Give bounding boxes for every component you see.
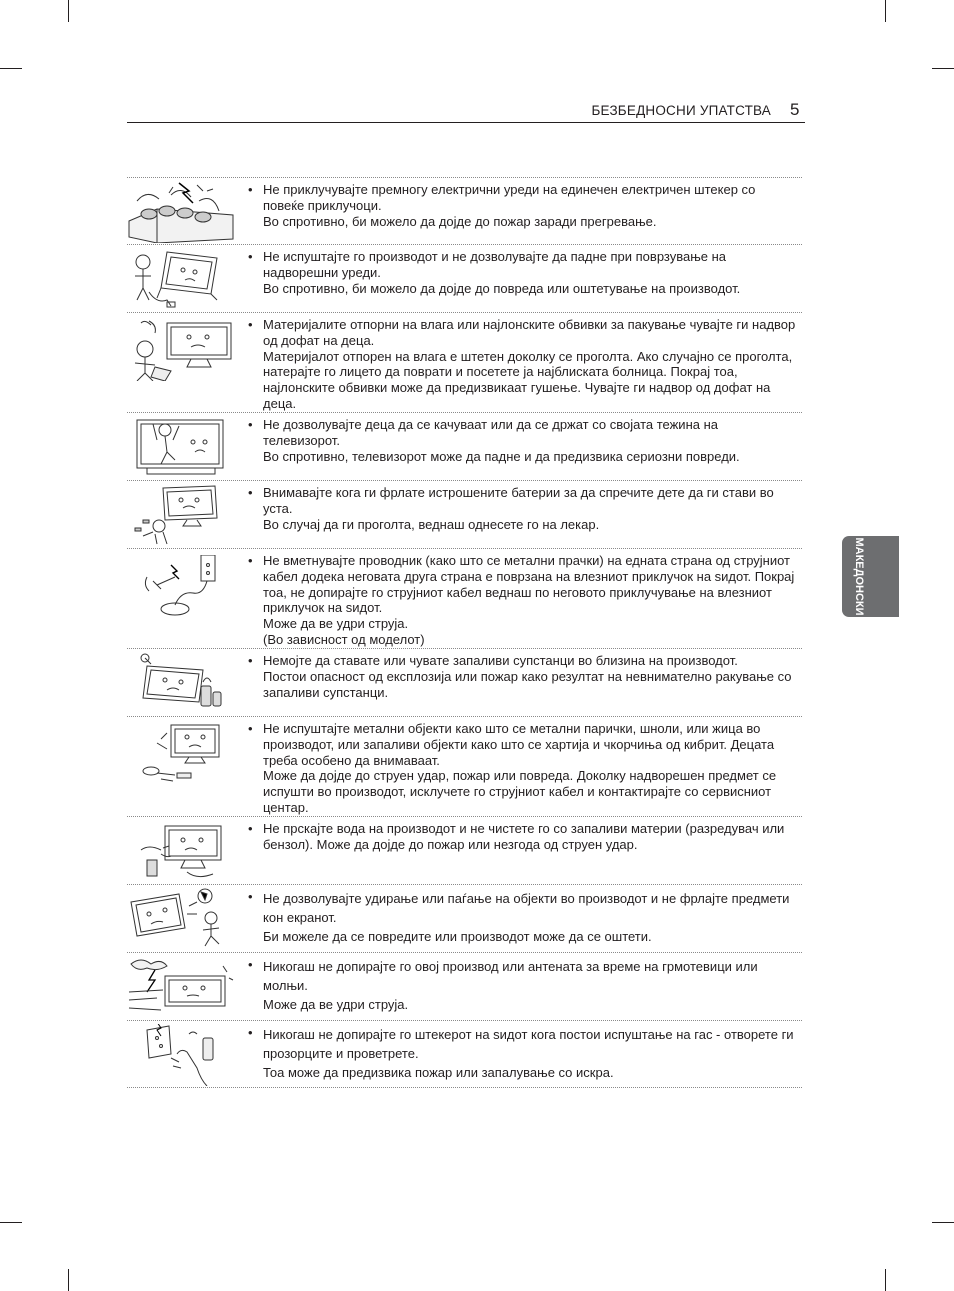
warning-text: Никогаш не допирајте го овој производ или антената за време на грмотевици или молњи. — [263, 959, 758, 993]
warning-text: Никогаш не допирајте го штекерот на ѕидот кога постои испуштање на гас - отворете ги прозорците и проветрете. — [263, 1027, 794, 1061]
safety-item — [127, 412, 802, 480]
safety-item-text — [248, 317, 798, 412]
consequence-text: Материјалот отпорен на влага е штетен доколку се проголта. Ако случајно се проголта, натерајте го лицето да поврати и посетете ја најблиската болница. Покрај тоа, најлонските обвивки може да предизвикаат гушење. Чувајте ги надвор од дофат на деца. — [263, 348, 793, 411]
safety-item-text — [248, 553, 798, 648]
warning-text: Не дозволувајте деца да се качуваат или да се држат со својата тежина на телевизорот. — [263, 417, 718, 448]
bullet-icon: • — [248, 417, 253, 432]
safety-item — [127, 244, 802, 312]
safety-item-text — [248, 889, 798, 946]
model-note-text: (Во зависност од моделот) — [263, 631, 425, 647]
water-spray-illustration — [127, 820, 235, 882]
consequence-text: Во спротивно, телевизорот може да падне и да предизвика сериозни повреди. — [263, 448, 740, 464]
safety-item-text — [248, 957, 798, 1014]
warning-text: Немојте да ставате или чувате запаливи супстанци во близина на производот. — [263, 653, 738, 668]
header-rule — [127, 122, 805, 123]
safety-item — [127, 548, 802, 648]
safety-item — [127, 648, 802, 716]
language-side-tab-label: МАКЕДОНСКИ — [853, 537, 865, 616]
crop-mark — [885, 0, 886, 22]
safety-item-text — [248, 653, 798, 700]
warning-text: Не испуштајте го производот и не дозволувајте да падне при поврзување на надворешни уреди. — [263, 249, 727, 280]
consequence-text: Во спротивно, би можело да дојде до повреда или оштетување на производот. — [263, 280, 741, 296]
bullet-icon: • — [248, 957, 253, 972]
consequence-text: Тоа може да предизвика пожар или запалување со искра. — [263, 1065, 614, 1080]
safety-item — [127, 312, 802, 412]
conductor-plug-illustration — [127, 555, 235, 617]
bullet-icon: • — [248, 249, 253, 264]
warning-text: Не дозволувајте удирање или паѓање на објекти во производот и не фрлајте предмети кон екранот. — [263, 891, 790, 925]
crop-mark — [0, 68, 22, 69]
safety-item-text — [248, 721, 798, 816]
safety-item — [127, 816, 802, 884]
warning-text: Не приклучувајте премногу електрични уреди на единечен електричен штекер со повеќе приклучоци. — [263, 182, 756, 213]
safety-item-text — [248, 417, 798, 464]
gas-leak-outlet-illustration — [127, 1024, 235, 1086]
safety-item-text — [248, 1025, 798, 1082]
safety-item — [127, 480, 802, 548]
bullet-icon: • — [248, 889, 253, 904]
consequence-text: Постои опасност од експлозија или пожар како резултат на невнимателно ракување со запаливи супстанци. — [263, 668, 792, 700]
safety-item — [127, 884, 802, 952]
bullet-icon: • — [248, 317, 253, 332]
consequence-text: Може да ве удри струја. — [263, 997, 409, 1012]
bullet-icon: • — [248, 721, 253, 736]
child-plastic-bag-illustration — [127, 319, 235, 381]
page-header-title: БЕЗБЕДНОСНИ УПАТСТВА — [591, 103, 771, 118]
warning-text: Внимавајте кога ги фрлате истрошените батерии за да спречите дете да ги стави во уста. — [263, 485, 774, 516]
consequence-text: Во спротивно, би можело да дојде до пожар заради прегревање. — [263, 213, 657, 229]
warning-text: Не прскајте вода на производот и не чистете го со запаливи материи (разредувач или бензол). Може да дојде до пожар или незгода од струен удар. — [263, 821, 785, 852]
safety-item — [127, 1020, 802, 1088]
safety-item — [127, 952, 802, 1020]
safety-item — [127, 177, 802, 244]
consequence-text: Во случај да ги проголта, веднаш однесете го на лекар. — [263, 516, 600, 532]
warning-text: Не испуштајте метални објекти како што се метални парички, шноли, или жица во производот, или запаливи објекти како што се хартија и чкорчиња од кибрит. Децата треба особено да внимаваат. — [263, 721, 775, 768]
bullet-icon: • — [248, 182, 253, 197]
consequence-text: Може да ве удри струја. — [263, 616, 409, 632]
warning-text: Материјалите отпорни на влага или најлонските обвивки за пакување чувајте ги надвор од дофат на деца. — [263, 317, 796, 348]
safety-item-text — [248, 249, 798, 296]
language-side-tab — [842, 536, 899, 617]
consequence-text: Би можеле да се повредите или производот може да се оштети. — [263, 929, 652, 944]
safety-item-text — [248, 485, 798, 532]
page-number: 5 — [790, 100, 800, 119]
bullet-icon: • — [248, 553, 253, 568]
lightning-storm-illustration — [127, 956, 235, 1018]
crop-mark — [932, 68, 954, 69]
warning-text: Не вметнувајте проводник (како што се метални прачки) на едната страна од струјниот кабел додека неговата друга страна е поврзана на влезниот приклучок на ѕидот. Покрај тоа, не допирајте го струјниот кабел веднаш по неговото приклучување на влезниот приклучок на ѕидот. — [263, 553, 795, 616]
battery-swallow-illustration — [127, 484, 235, 546]
crop-mark — [68, 1269, 69, 1291]
crop-mark — [0, 1222, 22, 1223]
crop-mark — [885, 1269, 886, 1291]
ball-impact-illustration — [127, 888, 235, 950]
bullet-icon: • — [248, 485, 253, 500]
bullet-icon: • — [248, 1025, 253, 1040]
crop-mark — [932, 1222, 954, 1223]
flammable-substances-illustration — [127, 652, 235, 714]
overloaded-outlet-illustration — [127, 181, 235, 243]
bullet-icon: • — [248, 653, 253, 668]
falling-tv-illustration — [127, 248, 235, 310]
child-climbing-tv-illustration — [127, 416, 235, 478]
bullet-icon: • — [248, 821, 253, 836]
crop-mark — [68, 0, 69, 22]
metal-objects-illustration — [127, 723, 235, 785]
safety-item — [127, 716, 802, 816]
consequence-text: Може да дојде до струен удар, пожар или повреда. Доколку надворешен предмет се испушти во производот, исклучете го струјниот кабел и контактирајте со сервисниот центар. — [263, 768, 777, 815]
safety-instructions-list — [127, 177, 802, 1088]
safety-item-text — [248, 821, 798, 853]
safety-item-text — [248, 182, 798, 229]
